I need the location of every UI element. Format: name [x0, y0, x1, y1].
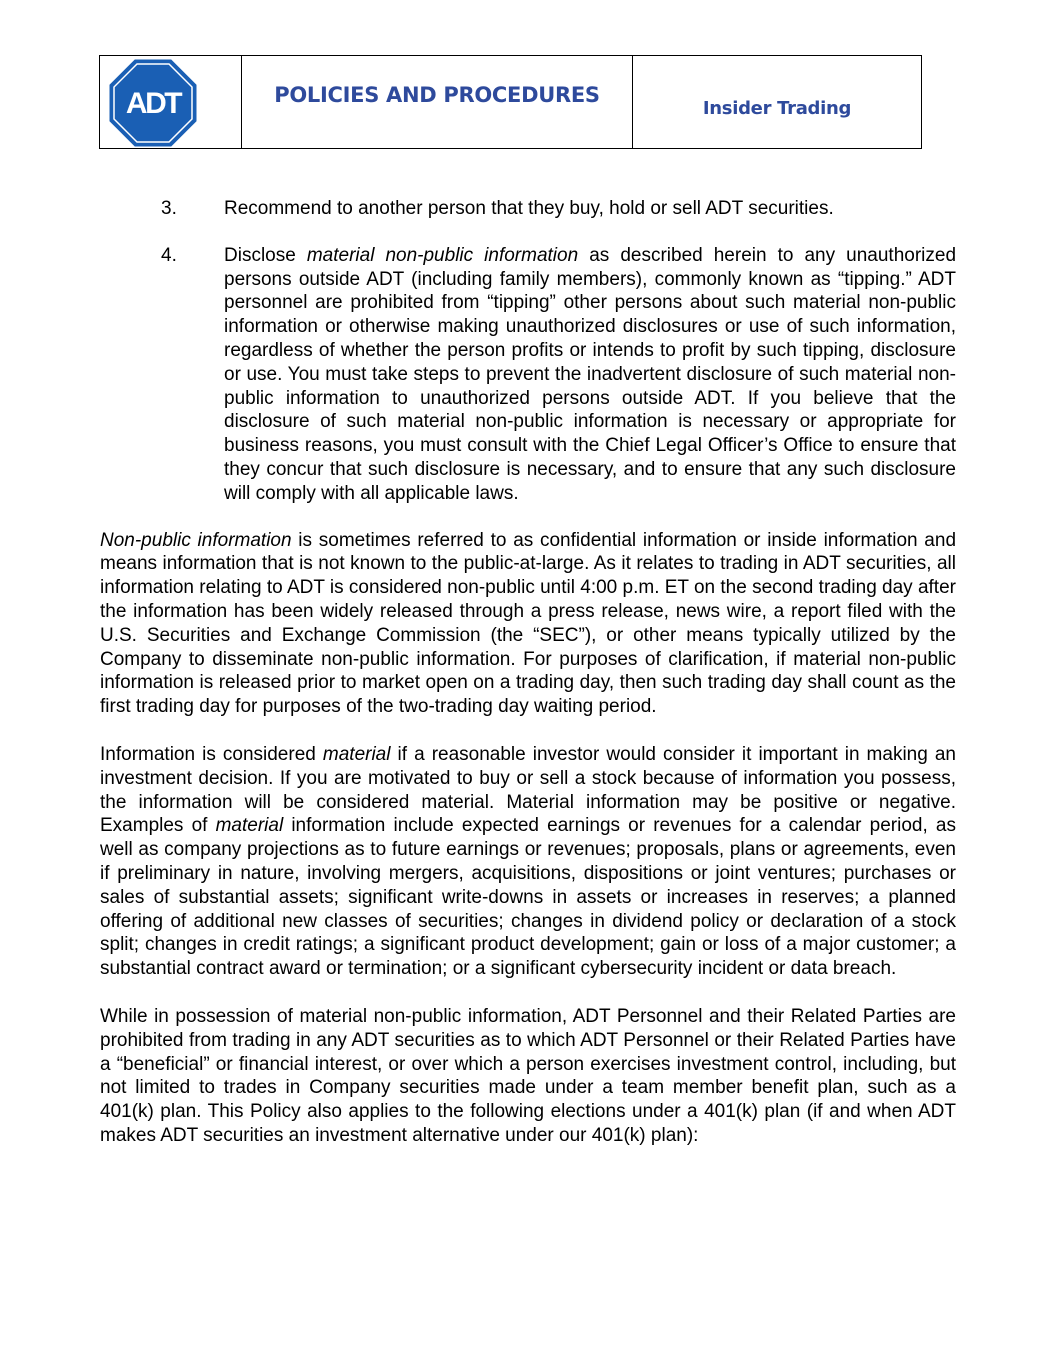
paragraph-italic: material [322, 743, 391, 765]
logo-cell [100, 56, 242, 148]
document-body [100, 197, 956, 1148]
topic-cell [633, 56, 921, 148]
title-cell [242, 56, 633, 148]
paragraph-possession: While in possession of material non-public information, ADT Personnel and their Related Parties are prohibited from trading in any ADT securities as to which ADT Personnel or their Related Parties have a “beneficial” or financial interest, or over which a person exercises investment control, including, but not limited to trades in Company securities made under a team member benefit plan, such as a 401(k) plan. This Policy also applies to the following elections under a 401(k) plan (if and when ADT makes ADT securities an investment alternative under our 401(k) plan): [100, 1005, 956, 1146]
list-item [100, 244, 956, 506]
paragraph-text: is sometimes referred to as confidential information or inside information and means information that is not known to the public-at-large. As it relates to trading in ADT securities, all information relating to ADT is considered non-public until 4:00 p.m. ET on the second trading day after the information has been widely released through a press release, news wire, a report filed with the U.S. Securities and Exchange Commission (the “SEC”), or other means typically utilized by the Company to disseminate non-public information. For purposes of clarification, if material non-public information is released prior to market open on a trading day, then such trading day shall count as the first trading day for purposes of the two-trading day waiting period. [100, 529, 957, 718]
paragraph-material [100, 743, 956, 981]
adt-logo-icon [109, 59, 197, 147]
list-number: 4. [161, 244, 177, 266]
document-topic: Insider Trading [702, 98, 852, 119]
paragraph-italic: Non-public information [100, 529, 292, 551]
paragraph-text-pre: Information is considered [100, 743, 323, 765]
list-number: 3. [161, 198, 177, 219]
paragraph-non-public [100, 529, 956, 719]
list-text-italic: material non-public information [306, 244, 579, 266]
paragraph-text-post: information include expected earnings or revenues for a calendar period, as well as company projections as to future earnings or revenues; proposals, plans or agreements, even if preliminary in nature, involving mergers, acquisitions, dispositions or joint ventures; purchases or sales of substantial assets; significant write-downs in assets or increases in reserves; a planned offering of additional new classes of securities; changes in dividend policy or declaration of a stock split; changes in credit ratings; a significant product development; gain or loss of a major customer; a substantial contract award or termination; or a significant cybersecurity incident or data breach. [100, 815, 956, 980]
paragraph-text-mid: if a reasonable investor would consider it important in making an investment decision. If you are motivated to buy or sell a stock because of information you possess, the information will be considered material. Material information may be positive or negative. Examples of [100, 743, 956, 837]
list-item [100, 197, 956, 221]
document-title: POLICIES AND PROCEDURES [274, 83, 600, 107]
paragraph-italic-2: material [215, 815, 284, 837]
header-table [99, 55, 922, 149]
list-text: Recommend to another person that they buy, hold or sell ADT securities. [224, 198, 834, 219]
list-text-post: as described herein to any unauthorized persons outside ADT (including family members), commonly known as “tipping.” ADT personnel are prohibited from “tipping” other persons about such material non-public information or otherwise making unauthorized disclosures or use of such information, regardless of whether the person profits or intends to profit by such tipping, disclosure or use. You must take steps to prevent the inadvertent disclosure of such material non-public information to unauthorized persons outside ADT. If you believe that the disclosure of such material non-public information is necessary or appropriate for business reasons, you must consult with the Chief Legal Officer’s Office to ensure that they concur that such disclosure is necessary, and to ensure that any such disclosure will comply with all applicable laws. [224, 244, 957, 504]
list-text-pre: Disclose [224, 244, 307, 266]
logo-text: ADT [125, 87, 181, 120]
